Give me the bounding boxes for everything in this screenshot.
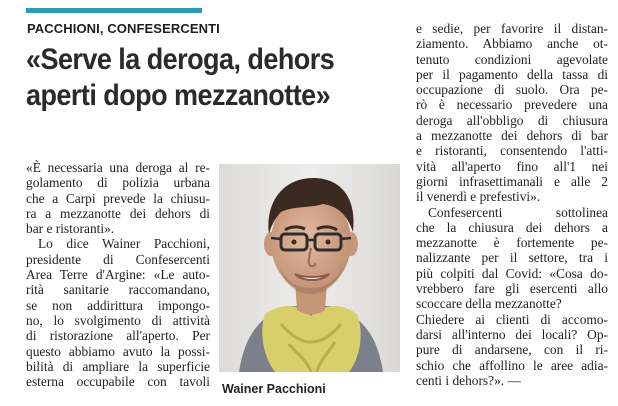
text-line: no, lo svolgimento di attività bbox=[26, 312, 210, 328]
text-line: ra a mezzanotte dei dehors di bbox=[26, 205, 210, 221]
text-line: esterna occupabile con tavoli bbox=[26, 374, 210, 390]
text-line: bilità di ampliare la superficie bbox=[26, 358, 210, 374]
text-line: schio che affollino le aree adia- bbox=[416, 357, 608, 373]
text-line: Lo dice Wainer Pacchioni, bbox=[38, 236, 210, 252]
article-headline bbox=[26, 42, 368, 114]
text-line: e ristoranti, consentendo l'atti- bbox=[416, 143, 608, 159]
text-line: pure di andarsene, con il ri- bbox=[416, 342, 608, 358]
headline-line: aperti dopo mezzanotte» bbox=[26, 79, 331, 112]
text-line: nalizzante per il settore, tra i bbox=[416, 250, 608, 266]
text-line: rità sanitarie raccomandano, bbox=[26, 282, 210, 298]
body-column-right bbox=[416, 21, 608, 388]
text-line: golamento di polizia urbana bbox=[26, 175, 210, 191]
text-line: a mezzanotte dei dehors di bar bbox=[416, 128, 608, 144]
text-line: vrebbero fare gli esercenti allo bbox=[416, 281, 608, 297]
headline-line: «Serve la deroga, dehors bbox=[26, 43, 335, 76]
body-column-left bbox=[26, 160, 210, 389]
text-line: il venerdì e prefestivi». bbox=[416, 189, 541, 205]
text-line: bar e ristoranti». bbox=[26, 221, 115, 237]
text-line: mezzanotte è fortemente pe- bbox=[416, 235, 608, 251]
text-line: se non addirittura impongo- bbox=[26, 297, 210, 313]
portrait-photo bbox=[219, 164, 400, 372]
text-line: occupazione di suolo. Ora pe- bbox=[416, 82, 608, 98]
text-line: per il pagamento della tassa di bbox=[416, 66, 608, 82]
section-accent-bar bbox=[26, 8, 202, 13]
text-line: ziamento. Abbiamo anche ot- bbox=[416, 36, 608, 52]
text-line: più colpiti dal Covid: «Cosa do- bbox=[416, 265, 608, 281]
text-line: presidente di Confesercenti bbox=[26, 251, 210, 267]
text-line: «È necessaria una deroga al re- bbox=[26, 160, 210, 175]
text-line: rò è necessario prevedere una bbox=[416, 97, 608, 113]
text-line: Confesercenti sottolinea bbox=[428, 204, 608, 220]
photo-caption: Wainer Pacchioni bbox=[222, 382, 326, 396]
text-line: tenuto condizioni agevolate bbox=[416, 51, 608, 67]
text-line: che a Carpi prevede la chiusu- bbox=[26, 190, 210, 206]
text-line: e sedie, per favorire il distan- bbox=[416, 21, 608, 36]
text-line: darsi all'interno dei locali? Op- bbox=[416, 326, 608, 342]
text-line: questo abbiamo avuto la possi- bbox=[26, 343, 210, 359]
text-line: centi i dehors?». — bbox=[416, 372, 521, 388]
text-line: vità all'aperto fino all'1 nei bbox=[416, 158, 608, 174]
text-line: Area Terre d'Argine: «Le auto- bbox=[26, 267, 210, 283]
article-kicker: PACCHIONI, CONFESERCENTI bbox=[27, 21, 220, 36]
text-line: che la chiusura dei dehors a bbox=[416, 219, 608, 235]
portrait-illustration bbox=[219, 164, 400, 372]
text-line: deroga all'obbligo di chiusura bbox=[416, 112, 608, 128]
text-line: giorni infrasettimanali e alle 2 bbox=[416, 173, 608, 189]
text-line: scoccare della mezzanotte? bbox=[416, 296, 562, 312]
text-line: di ristorazione all'aperto. Per bbox=[26, 328, 210, 344]
text-line: Chiedere ai clienti di accomo- bbox=[416, 311, 608, 327]
